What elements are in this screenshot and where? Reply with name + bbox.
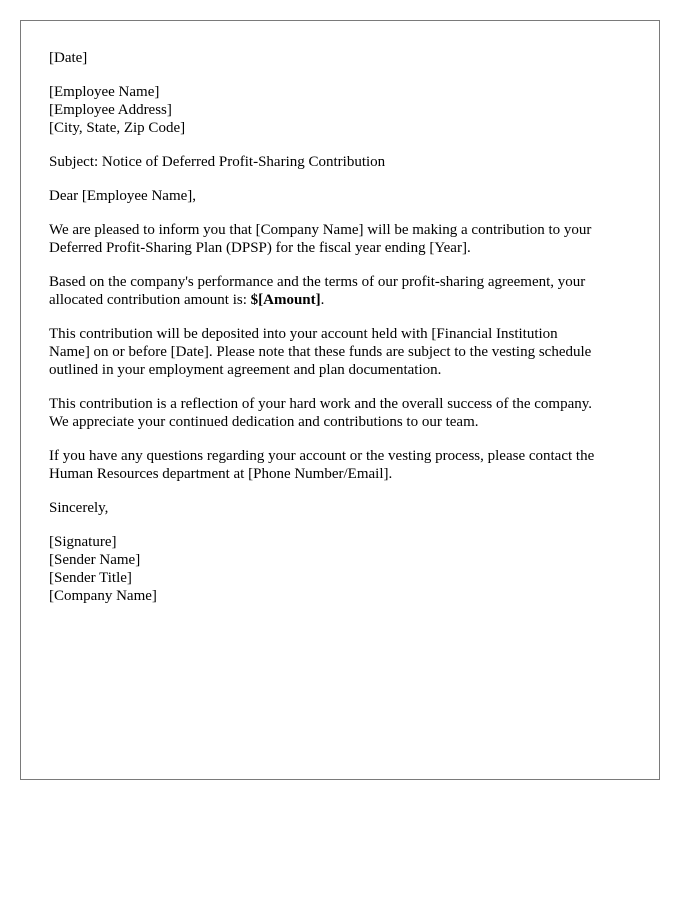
paragraph-line <box>49 291 631 309</box>
sender-name: [Sender Name] <box>49 552 141 568</box>
paragraph-line: We appreciate your continued dedication and contributions to our team. <box>49 414 479 430</box>
closing <box>49 499 631 517</box>
salutation-text: Dear [Employee Name], <box>49 188 197 204</box>
subject-text: Subject: Notice of Deferred Profit-Sharing Contribution <box>49 154 386 170</box>
amount-suffix: . <box>320 292 325 308</box>
letter-page <box>20 20 660 780</box>
paragraph-line: This contribution will be deposited into your account held with [Financial Institution <box>49 326 558 342</box>
sender-title: [Sender Title] <box>49 570 132 586</box>
paragraph-contact <box>49 447 631 483</box>
paragraph-line: Name] on or before [Date]. Please note that these funds are subject to the vesting schedule <box>49 344 592 360</box>
contribution-amount: $[Amount] <box>250 292 321 308</box>
paragraph-amount <box>49 273 631 309</box>
closing-text: Sincerely, <box>49 500 109 516</box>
sender-block <box>49 533 631 605</box>
amount-prefix: allocated contribution amount is: <box>49 292 251 308</box>
recipient-address: [Employee Address] <box>49 102 172 118</box>
paragraph-deposit <box>49 325 631 379</box>
date-text: [Date] <box>49 50 88 66</box>
letter-date <box>49 49 631 67</box>
paragraph-line: If you have any questions regarding your account or the vesting process, please contact the <box>49 448 595 464</box>
paragraph-line: This contribution is a reflection of your hard work and the overall success of the company. <box>49 396 593 412</box>
sender-company: [Company Name] <box>49 588 157 604</box>
subject-line <box>49 153 631 171</box>
paragraph-line: Deferred Profit-Sharing Plan (DPSP) for the fiscal year ending [Year]. <box>49 240 471 256</box>
paragraph-line: outlined in your employment agreement and plan documentation. <box>49 362 442 378</box>
paragraph-contribution-notice <box>49 221 631 257</box>
recipient-city-state-zip: [City, State, Zip Code] <box>49 120 186 136</box>
paragraph-appreciation <box>49 395 631 431</box>
sender-signature: [Signature] <box>49 534 117 550</box>
paragraph-line: Human Resources department at [Phone Number/Email]. <box>49 466 393 482</box>
recipient-name: [Employee Name] <box>49 84 160 100</box>
salutation <box>49 187 631 205</box>
paragraph-line: We are pleased to inform you that [Company Name] will be making a contribution to your <box>49 222 592 238</box>
paragraph-line: Based on the company's performance and the terms of our profit-sharing agreement, your <box>49 274 586 290</box>
recipient-block <box>49 83 631 137</box>
